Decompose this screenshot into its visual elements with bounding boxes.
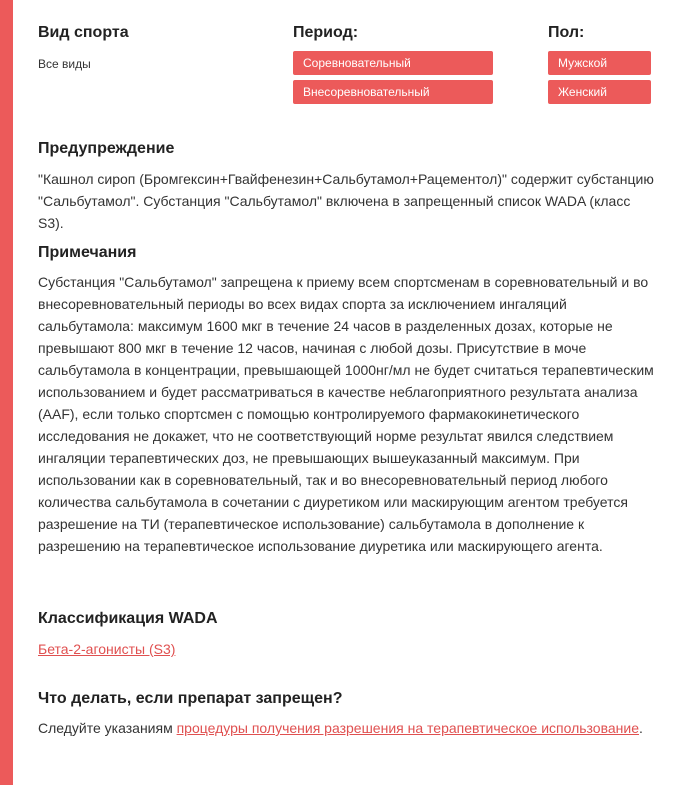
tue-procedure-link[interactable]: процедуры получения разрешения на терапевтическое использование [176, 720, 639, 736]
sex-filter [548, 24, 651, 104]
notes-title: Примечания [38, 244, 137, 261]
filters-row [38, 24, 658, 114]
sport-filter-label: Вид спорта [38, 24, 129, 41]
notes-text: Субстанция "Сальбутамол" запрещена к приему всем спортсменам в соревновательный и во внесоревновательный периоды во всех видах спорта за исключением ингаляций сальбутамола: максимум 1600 мкг в течение 24 часов в разделенных дозах, которые не превышают 800 мкг в течение 12 часов, начиная с любой дозы. Присутствие в моче сальбутамола в концентрации, превышающей 1000нг/мл не будет считаться терапевтическим использованием и будет рассматриваться в качестве неблагоприятного результата анализа (AAF), если только спортсмен с помощью контролируемого фармакокинетического исследования не докажет, что не соответствующий норме результат явился следствием ингаляции терапевтических доз, не превышающих вышеуказанный максимум. При использовании как в соревновательный, так и во внесоревновательный период любого количества сальбутамола в сочетании с диуретиком или маскирующим агентом требуется разрешение на ТИ (терапевтическое использование) сальбутамола в дополнение к разрешению на терапевтическое использование диуретика или маскирующего агента. [38, 274, 654, 554]
period-chip-out-of-competition[interactable]: Внесоревновательный [293, 80, 493, 104]
todo-suffix: . [638, 720, 643, 736]
wada-class-link[interactable]: Бета-2-агонисты (S3) [38, 641, 176, 657]
todo-text [38, 717, 658, 739]
sex-chip-male[interactable]: Мужской [548, 51, 651, 75]
todo-prefix: Следуйте указаниям [38, 720, 177, 736]
sport-filter-value: Все виды [38, 57, 91, 71]
todo-title: Что делать, если препарат запрещен? [38, 690, 343, 707]
period-chip-competition[interactable]: Соревновательный [293, 51, 493, 75]
wada-classification-section [38, 610, 658, 659]
wada-title: Классификация WADA [38, 610, 218, 627]
warning-title: Предупреждение [38, 140, 175, 157]
sex-chip-female[interactable]: Женский [548, 80, 651, 104]
warning-section [38, 140, 658, 234]
accent-bar [0, 0, 13, 785]
period-filter-label: Период: [293, 24, 359, 41]
sex-filter-label: Пол: [548, 24, 585, 41]
todo-section [38, 690, 658, 739]
wada-link-line [38, 639, 658, 659]
warning-text: "Кашнол сироп (Бромгексин+Гвайфенезин+Сальбутамол+Рацементол)" содержит субстанцию "Сальбутамол". Субстанция "Сальбутамол" включена в запрещенный список WADA (класс S3). [38, 171, 654, 231]
sport-filter [38, 24, 129, 71]
period-filter [293, 24, 493, 104]
notes-section [38, 244, 658, 557]
